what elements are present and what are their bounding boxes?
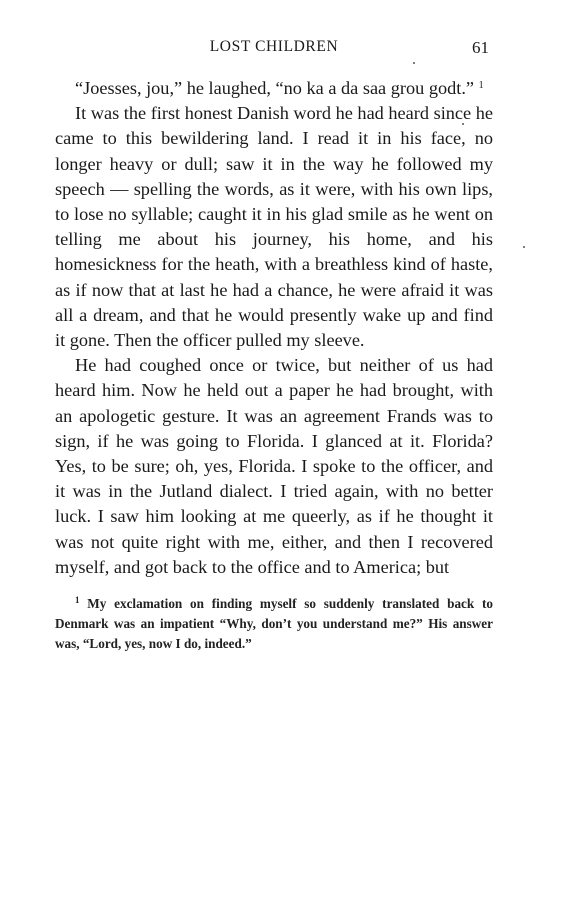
paragraph-3: He had coughed once or twice, but neither of us had heard him. Now he held out a paper he had brought, with an apologetic gesture. It was an agreement Frands was to sign, if he was going to Florida. I glanced at it. Florida? Yes, to be sure; oh, yes, Florida. I spoke to the officer, and it was in the Jutland dialect. I tried again, with no better luck. I saw him looking at me queerly, as if he thought it was not quite right with me, either, and then I recovered myself, and got back to the office and to America; but [55, 355, 493, 577]
footnote-reference: 1 [478, 80, 484, 91]
footnote-text: My exclamation on finding myself so suddenly translated back to Denmark was an impatient “Why, don’t you understand me?” His answer was, “Lord, yes, now I do, indeed.” [55, 596, 493, 652]
running-title: LOST CHILDREN [209, 38, 339, 55]
page-number: 61 [472, 38, 489, 57]
paragraph-2: It was the first honest Danish word he had heard since he came to this bewildering land. I read it in his face, no longer heavy or dull; saw it in the way he followed my speech — spelling the words, as it were, with his own lips, to lose no syllable; caught it in his glad smile as he went on telling me about his journey, his home, and his homesickness for the heath, with a breathless kind of haste, as if now that at last he had a chance, he were afraid it was all a dream, and that he would presently wake up and find it gone. Then the officer pulled my sleeve. [55, 103, 493, 351]
print-speck [462, 123, 464, 125]
body-text [55, 76, 493, 580]
paragraph-1 [55, 76, 493, 101]
print-speck [413, 62, 415, 64]
book-page [55, 38, 493, 654]
print-speck [523, 246, 525, 248]
footnote [55, 594, 493, 654]
paragraph-1-text: “Joesses, jou,” he laughed, “no ka a da saa grou godt.” [75, 78, 475, 98]
footnote-marker: 1 [75, 595, 80, 606]
running-head [55, 38, 493, 62]
